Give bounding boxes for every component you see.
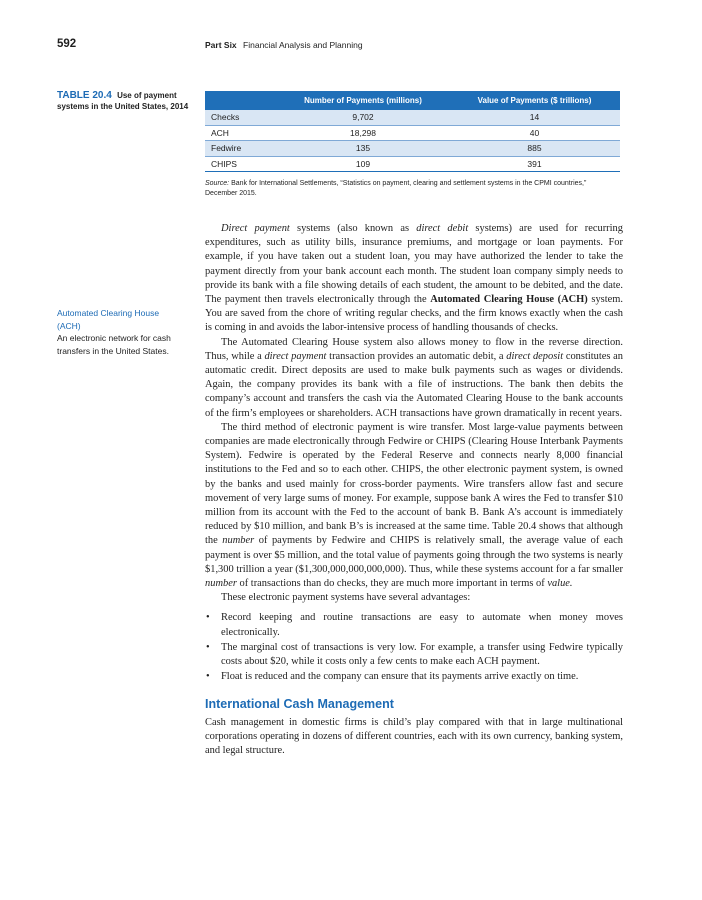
list-item-text: Float is reduced and the company can ensure that its payments arrive exactly on time. <box>221 671 579 683</box>
italic-term: number <box>222 535 255 547</box>
paragraph <box>205 421 623 591</box>
paragraph <box>205 222 623 336</box>
margin-definition <box>57 307 185 357</box>
italic-term: direct payment <box>264 350 327 362</box>
italic-term: value. <box>547 578 573 590</box>
page-number: 592 <box>57 38 77 50</box>
list-item <box>205 670 623 684</box>
italic-term: direct debit <box>416 223 469 234</box>
table-row <box>205 110 620 125</box>
table-cell-number: 109 <box>277 156 449 172</box>
source-text: Bank for International Settlements, “Statistics on payment, clearing and settlement systems in the CPMI countries,” December 2015. <box>205 180 587 197</box>
table-cell-number: 18,298 <box>277 125 449 141</box>
paragraph: These electronic payment systems have several advantages: <box>221 592 471 604</box>
table-header-number: Number of Payments (millions) <box>277 91 449 110</box>
text-run: The third method of electronic payment is wire transfer. Most large-value payments between companies are made electronically through Fedwire or CHIPS (Clearing House Interbank Payments System). Fedwire is operated by the Federal Reserve and connects nearly 8,000 financial institutions to the Fed and so to each other. CHIPS, the other electronic payment system, is owned by the banks and used mainly for cross-border payments. Wire transfers allow fast and secure movement of very large sums of money. For example, suppose bank A wires the Fed to transfer $10 million from its account with the Fed to the account of bank B. Bank A’s account is immediately reduced by $10 million, and bank B’s is increased at the same time. Table 20.4 shows that although the <box>205 421 623 547</box>
italic-term: direct deposit <box>506 350 564 362</box>
table-cell-value: 14 <box>449 110 620 125</box>
list-item-text: Record keeping and routine transactions are easy to automate when money moves electronically. <box>221 612 623 638</box>
table-cell-number: 135 <box>277 141 449 157</box>
key-term: Automated Clearing House (ACH) <box>430 294 588 306</box>
text-run: systems (also known as <box>289 223 417 234</box>
text-run: of transactions than do checks, they are much more important in terms of <box>236 578 548 590</box>
table-caption <box>57 90 192 112</box>
table-source-note <box>205 179 620 199</box>
table-row <box>205 141 620 157</box>
table-cell-system: ACH <box>205 125 277 141</box>
bullet-icon: • <box>206 612 210 624</box>
paragraph <box>205 336 623 421</box>
italic-term: number <box>205 578 237 590</box>
text-run: of payments by Fedwire and CHIPS is relatively small, the average value of each payment is over $5 million, and the total value of payments going through the two systems is nearly $1,300 trillion a year ($1,300,000,000,000,000). Thus, while these systems account for a far smaller <box>205 535 623 575</box>
text-run: system. You are saved from the chore of writing regular checks, and the firm knows exactly when the cash is coming in and avoids the labor-intensive process of handling thousands of checks. <box>205 294 623 334</box>
table-cell-value: 391 <box>449 156 620 172</box>
table-header-stub <box>205 91 277 110</box>
text-run: systems) are used for recurring expenditures, such as utility bills, insurance premiums, and mortgage or loan payments. For example, if you have taken out a student loan, you may have authorized the lender to take the payment directly from your bank account each month. The student loan company simply needs to provide its bank with a file showing details of each student, the amount to be debited, and the date. The payment then travels electronically through the <box>205 223 623 306</box>
source-label: Source: <box>205 180 230 187</box>
running-head <box>205 40 363 50</box>
part-title: Financial Analysis and Planning <box>243 40 363 50</box>
bullet-icon: • <box>206 641 210 653</box>
list-item <box>205 641 623 669</box>
table-cell-system: Fedwire <box>205 141 277 157</box>
margin-term: Automated Clearing House (ACH) <box>57 308 160 331</box>
payment-systems-table <box>205 91 620 172</box>
table-cell-value: 40 <box>449 125 620 141</box>
section-heading: International Cash Management <box>205 696 394 711</box>
text-run: transaction provides an automatic debit, a <box>326 350 507 362</box>
text-run: The Automated Clearing House system also allows money to flow in the reverse direction. Thus, while a <box>205 336 623 362</box>
list-item <box>205 611 623 639</box>
table-row <box>205 125 620 141</box>
body-text <box>205 222 623 758</box>
table-cell-value: 885 <box>449 141 620 157</box>
table-cell-system: CHIPS <box>205 156 277 172</box>
bullet-icon: • <box>206 671 210 683</box>
table-title: Use of payment systems in the United States, 2014 <box>57 91 189 111</box>
part-label: Part Six <box>205 40 237 50</box>
italic-term: Direct payment <box>221 223 290 234</box>
list-item-text: The marginal cost of transactions is very low. For example, a transfer using Fedwire typically costs about $20, while it costs only a few cents to make each ACH payment. <box>221 641 623 668</box>
advantages-list <box>205 611 623 684</box>
table-header-row <box>205 91 620 110</box>
table-cell-system: Checks <box>205 110 277 125</box>
margin-definition-text: An electronic network for cash transfers in the United States. <box>57 333 171 356</box>
text-run: constitutes an automatic credit. Direct deposits are used to make bulk payments such as wages or dividends. Again, the company provides its bank with a file of instructions. The bank then debits the company’s account and transfers the cash via the Automated Clearing House to the bank accounts of the firm’s employees or shareholders. ACH transactions have grown dramatically in recent years. <box>205 350 624 419</box>
table-cell-number: 9,702 <box>277 110 449 125</box>
table-row <box>205 156 620 172</box>
table-header-value: Value of Payments ($ trillions) <box>449 91 620 110</box>
table-number: TABLE 20.4 <box>57 90 112 101</box>
paragraph: Cash management in domestic firms is child’s play compared with that in large multinational corporations operating in dozens of different countries, each with its own currency, banking system, and legal structure. <box>205 716 623 757</box>
